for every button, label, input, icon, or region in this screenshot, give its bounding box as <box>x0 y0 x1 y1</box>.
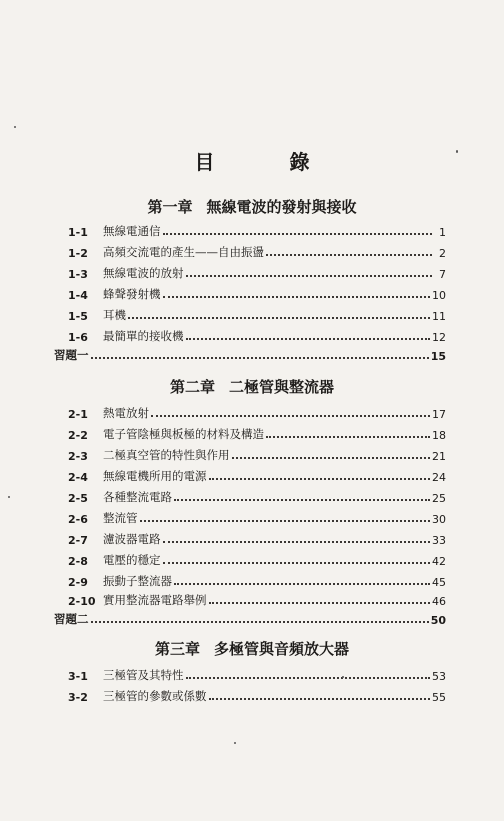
entry-number: 2-5 <box>68 492 88 505</box>
entry-page: 42 <box>432 555 446 568</box>
entry-number: 2-4 <box>68 471 88 484</box>
entry-label: 最簡單的接收機 <box>103 329 184 343</box>
exercise-label: 習題一 <box>54 348 89 362</box>
leader-dots <box>174 499 430 501</box>
toc-entry[interactable] <box>68 571 446 589</box>
toc-exercise-entry[interactable] <box>54 345 446 363</box>
leader-dots <box>209 478 431 480</box>
entry-number: 1-2 <box>68 247 88 260</box>
entry-number: 3-2 <box>68 691 88 704</box>
entry-number: 1-5 <box>68 310 88 323</box>
leader-dots <box>128 317 430 319</box>
toc-entry[interactable] <box>68 424 446 442</box>
toc-entry[interactable] <box>68 221 446 239</box>
leader-dots <box>186 275 433 277</box>
entry-page: 21 <box>432 450 446 463</box>
entry-label: 各種整流電路 <box>103 490 172 504</box>
entry-label: 電子管陰極與板極的材料及構造 <box>103 427 264 441</box>
entry-page: 10 <box>432 289 446 302</box>
leader-dots <box>174 583 430 585</box>
leader-dots <box>163 562 431 564</box>
toc-entry[interactable] <box>68 466 446 484</box>
leader-dots <box>140 520 431 522</box>
entry-number: 2-10 <box>68 595 96 608</box>
entry-label: 三極管的參數或係數 <box>103 689 207 703</box>
leader-dots <box>186 677 431 679</box>
chapter-heading <box>0 638 504 659</box>
chapter-name: 多極管與音頻放大器 <box>214 640 350 658</box>
toc-entry[interactable] <box>68 284 446 302</box>
leader-dots <box>91 357 429 359</box>
entry-label: 無線電波的放射 <box>103 266 184 280</box>
entry-page: 24 <box>432 471 446 484</box>
scan-speck <box>8 496 10 498</box>
toc-entry[interactable] <box>68 487 446 505</box>
entry-number: 3-1 <box>68 670 88 683</box>
entry-page: 53 <box>432 670 446 683</box>
entry-number: 1-1 <box>68 226 88 239</box>
scan-speck <box>14 126 16 128</box>
entry-label: 無線電通信 <box>103 224 161 238</box>
toc-entry[interactable] <box>68 242 446 260</box>
entry-page: 1 <box>439 226 446 239</box>
leader-dots <box>209 698 431 700</box>
chapter-name: 二極管與整流器 <box>229 378 335 396</box>
leader-dots <box>163 541 431 543</box>
entry-number: 2-2 <box>68 429 88 442</box>
entry-page: 30 <box>432 513 446 526</box>
toc-entry[interactable] <box>68 550 446 568</box>
entry-page: 17 <box>432 408 446 421</box>
entry-number: 1-4 <box>68 289 88 302</box>
leader-dots <box>186 338 431 340</box>
entry-number: 1-3 <box>68 268 88 281</box>
entry-label: 電壓的穩定 <box>103 553 161 567</box>
chapter-name: 無線電波的發射與接收 <box>206 198 357 216</box>
page-title: 目 錄 <box>194 150 344 174</box>
chapter-number: 第一章 <box>147 198 193 216</box>
entry-page: 33 <box>432 534 446 547</box>
scan-speck <box>456 150 458 153</box>
entry-label: 蜂聲發射機 <box>103 287 161 301</box>
leader-dots <box>266 436 430 438</box>
entry-page: 18 <box>432 429 446 442</box>
leader-dots <box>209 602 431 604</box>
chapter-heading <box>0 376 504 397</box>
entry-page: 46 <box>432 595 446 608</box>
entry-number: 2-8 <box>68 555 88 568</box>
leader-dots <box>163 296 431 298</box>
leader-dots <box>163 233 433 235</box>
entry-label: 耳機 <box>103 308 126 322</box>
chapter-number: 第三章 <box>154 640 200 658</box>
toc-entry[interactable] <box>68 263 446 281</box>
leader-dots <box>91 621 429 623</box>
entry-page: 11 <box>432 310 446 323</box>
entry-page: 55 <box>432 691 446 704</box>
exercise-label: 習題二 <box>54 612 89 626</box>
entry-number: 2-6 <box>68 513 88 526</box>
entry-label: 整流管 <box>103 511 138 525</box>
chapter-heading <box>0 196 504 217</box>
toc-entry[interactable] <box>68 508 446 526</box>
leader-dots <box>151 415 430 417</box>
toc-entry[interactable] <box>68 686 446 704</box>
toc-entry[interactable] <box>68 665 446 683</box>
entry-label: 熱電放射 <box>103 406 149 420</box>
scan-speck <box>234 742 236 744</box>
toc-entry[interactable] <box>68 326 446 344</box>
entry-label: 振動子整流器 <box>103 574 172 588</box>
entry-label: 濾波器電路 <box>103 532 161 546</box>
entry-page: 12 <box>432 331 446 344</box>
leader-dots <box>266 254 432 256</box>
entry-page: 7 <box>439 268 446 281</box>
entry-page: 45 <box>432 576 446 589</box>
toc-entry[interactable] <box>68 445 446 463</box>
entry-number: 2-1 <box>68 408 88 421</box>
chapter-number: 第二章 <box>169 378 215 396</box>
entry-label: 三極管及其特性 <box>103 668 184 682</box>
toc-entry[interactable] <box>68 529 446 547</box>
entry-number: 2-3 <box>68 450 88 463</box>
toc-entry[interactable] <box>68 305 446 323</box>
entry-number: 2-9 <box>68 576 88 589</box>
toc-entry[interactable] <box>68 403 446 421</box>
entry-number: 2-7 <box>68 534 88 547</box>
toc-exercise-entry[interactable] <box>54 609 446 627</box>
scan-speck <box>342 676 344 678</box>
exercise-page: 15 <box>430 350 446 363</box>
entry-page: 2 <box>439 247 446 260</box>
exercise-page: 50 <box>430 614 446 627</box>
entry-number: 1-6 <box>68 331 88 344</box>
entry-label: 無線電機所用的電源 <box>103 469 207 483</box>
entry-label: 二極真空管的特性與作用 <box>103 448 230 462</box>
leader-dots <box>232 457 431 459</box>
entry-label: 高頻交流電的產生——自由振盪 <box>103 245 264 259</box>
entry-label: 實用整流器電路舉例 <box>103 593 207 607</box>
toc-entry[interactable] <box>68 590 446 608</box>
entry-page: 25 <box>432 492 446 505</box>
